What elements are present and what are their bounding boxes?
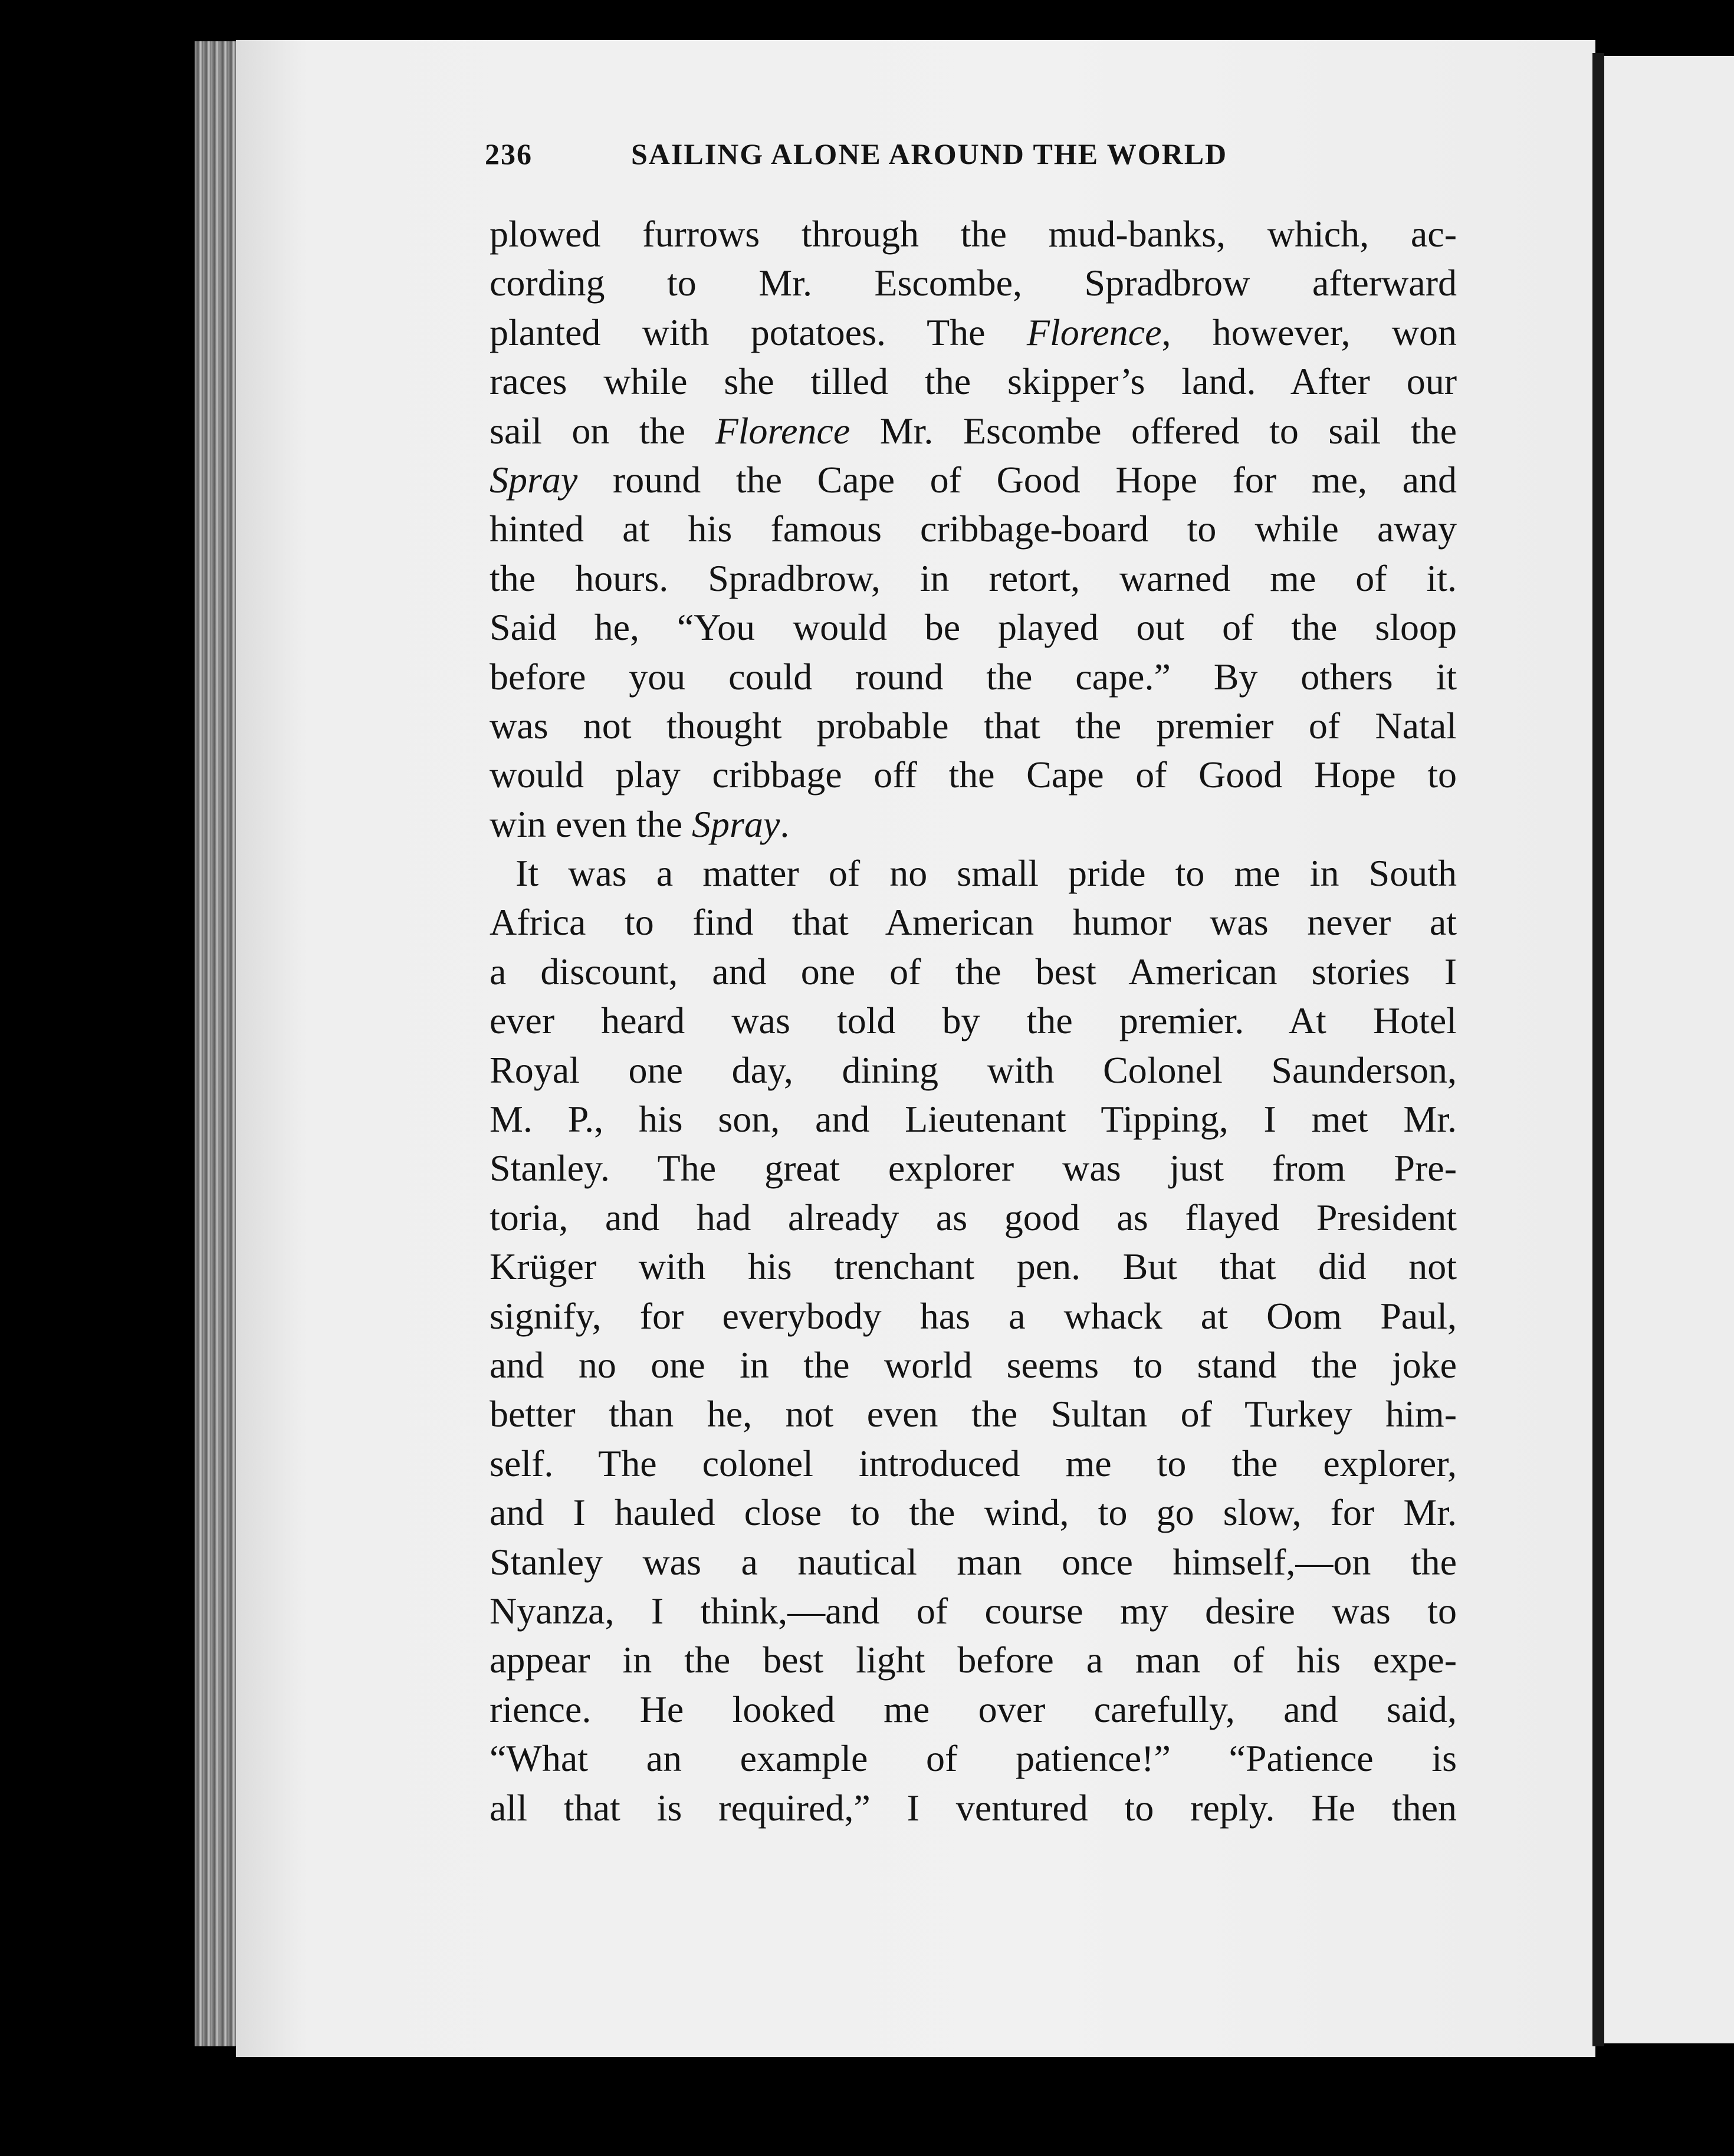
- text-line: [490, 701, 1457, 750]
- text-segment: It was a matter of no small pride to me in South: [515, 852, 1457, 895]
- facing-page-fragment: [1604, 56, 1734, 2043]
- text-segment: cording to Mr. Escombe, Spradbrow afterward: [490, 262, 1457, 304]
- text-line: [490, 1685, 1457, 1734]
- italic-text: Spray: [490, 458, 578, 501]
- text-segment: Royal one day, dining with Colonel Saunderson,: [490, 1049, 1457, 1091]
- text-segment: “What an example of patience!” “Patience is: [490, 1737, 1457, 1780]
- text-line: [490, 258, 1457, 307]
- page-edges: [195, 41, 242, 2046]
- text-line: [490, 455, 1457, 504]
- italic-text: Florence: [1026, 311, 1162, 353]
- text-segment: Nyanza, I think,—and of course my desire was to: [490, 1589, 1457, 1632]
- text-segment: plowed furrows through the mud-banks, which, ac-: [490, 213, 1457, 255]
- text-line: [490, 996, 1457, 1045]
- text-line: [490, 1143, 1457, 1192]
- paragraph: [490, 849, 1457, 1832]
- text-line: [490, 1193, 1457, 1242]
- text-line: [490, 504, 1457, 553]
- text-segment: Mr. Escombe offered to sail the: [850, 409, 1457, 452]
- text-line: [490, 1734, 1457, 1783]
- text-segment: the hours. Spradbrow, in retort, warned me of it.: [490, 557, 1457, 599]
- text-segment: .: [780, 803, 790, 845]
- text-segment: toria, and had already as good as flayed President: [490, 1196, 1457, 1238]
- text-line: [490, 750, 1457, 799]
- text-segment: and no one in the world seems to stand the joke: [490, 1343, 1457, 1386]
- text-segment: appear in the best light before a man of his expe-: [490, 1639, 1457, 1681]
- text-line: [490, 406, 1457, 455]
- text-line: [490, 554, 1457, 603]
- text-segment: sail on the: [490, 409, 715, 452]
- text-segment: rience. He looked me over carefully, and said,: [490, 1688, 1457, 1730]
- text-segment: Said he, “You would be played out of the sloop: [490, 606, 1457, 649]
- text-segment: before you could round the cape.” By others it: [490, 655, 1457, 698]
- text-line: [490, 1439, 1457, 1488]
- text-line: [490, 1635, 1457, 1684]
- text-segment: and I hauled close to the wind, to go slow, for Mr.: [490, 1491, 1457, 1534]
- text-line: [490, 603, 1457, 652]
- text-line: [490, 308, 1457, 357]
- text-line: [490, 1291, 1457, 1340]
- text-line: [490, 1488, 1457, 1537]
- text-segment: would play cribbage off the Cape of Good Hope to: [490, 754, 1457, 796]
- italic-text: Florence: [715, 409, 850, 452]
- body-text: [490, 209, 1457, 1832]
- running-title: SAILING ALONE AROUND THE WORLD: [631, 137, 1228, 170]
- text-segment: Krüger with his trenchant pen. But that did not: [490, 1245, 1457, 1288]
- paragraph: [490, 209, 1457, 849]
- text-segment: Stanley. The great explorer was just from Pre-: [490, 1147, 1457, 1189]
- text-line: [490, 1242, 1457, 1291]
- text-segment: Africa to find that American humor was never at: [490, 901, 1457, 944]
- italic-text: Spray: [692, 803, 780, 845]
- text-line: [490, 947, 1457, 996]
- text-line: [490, 652, 1457, 701]
- text-line: [490, 1095, 1457, 1143]
- text-segment: was not thought probable that the premier of Natal: [490, 704, 1457, 747]
- text-segment: races while she tilled the skipper’s land. After our: [490, 360, 1457, 403]
- text-line: [490, 1537, 1457, 1586]
- text-line: [490, 1046, 1457, 1095]
- text-segment: round the Cape of Good Hope for me, and: [577, 458, 1457, 501]
- text-segment: Stanley was a nautical man once himself,—on the: [490, 1540, 1457, 1583]
- text-segment: , however, won: [1161, 311, 1457, 353]
- gutter-shadow: [1592, 53, 1604, 2046]
- text-line: [490, 898, 1457, 946]
- text-line: [490, 209, 1457, 258]
- text-line: [490, 1783, 1457, 1832]
- text-segment: signify, for everybody has a whack at Oom Paul,: [490, 1294, 1457, 1337]
- text-line: [490, 1340, 1457, 1389]
- page-header: [485, 137, 1311, 178]
- text-line: [490, 1389, 1457, 1438]
- text-line: [490, 849, 1457, 898]
- text-segment: planted with potatoes. The: [490, 311, 1027, 353]
- text-line: [490, 800, 1457, 849]
- text-segment: M. P., his son, and Lieutenant Tipping, I met Mr.: [490, 1098, 1457, 1141]
- text-segment: better than he, not even the Sultan of Turkey him-: [490, 1393, 1457, 1435]
- page-number: 236: [485, 137, 533, 170]
- text-segment: hinted at his famous cribbage-board to while away: [490, 508, 1457, 550]
- text-segment: a discount, and one of the best American stories I: [490, 950, 1457, 992]
- text-line: [490, 357, 1457, 406]
- text-segment: self. The colonel introduced me to the explorer,: [490, 1442, 1457, 1484]
- text-segment: win even the: [490, 803, 692, 845]
- text-segment: ever heard was told by the premier. At Hotel: [490, 1000, 1457, 1042]
- text-line: [490, 1586, 1457, 1635]
- text-segment: all that is required,” I ventured to reply. He then: [490, 1786, 1457, 1829]
